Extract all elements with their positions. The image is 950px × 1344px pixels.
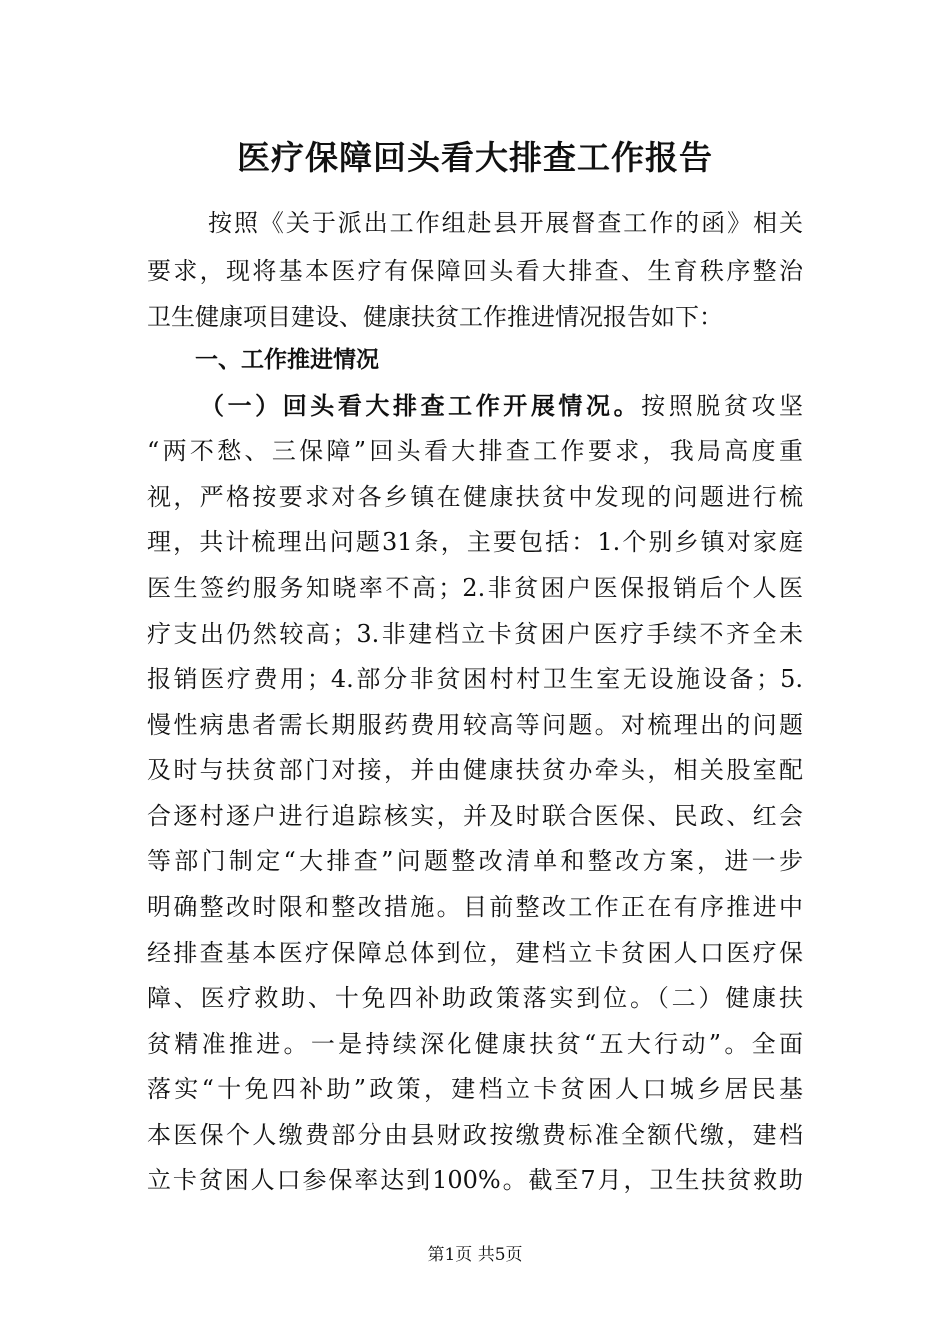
- paragraph-line: 要求，现将基本医疗有保障回头看大排查、生育秩序整治: [147, 257, 803, 285]
- paragraph-line: 卫生健康项目建设、健康扶贫工作推进情况报告如下：: [147, 303, 723, 331]
- paragraph-line: 及时与扶贫部门对接，并由健康扶贫办牵头，相关股室配: [147, 756, 803, 784]
- section-heading: 一、工作推进情况: [195, 347, 379, 373]
- document-title: 医疗保障回头看大排查工作报告: [237, 138, 713, 177]
- paragraph-line: 合逐村逐户进行追踪核实，并及时联合医保、民政、红会: [147, 802, 803, 830]
- paragraph-line: 报销医疗费用；4.部分非贫困村村卫生室无设施设备；5.: [147, 665, 803, 693]
- paragraph-line: 明确整改时限和整改措施。目前整改工作正在有序推进中: [147, 893, 803, 921]
- paragraph-line: 等部门制定“大排查”问题整改清单和整改方案，进一步: [147, 847, 803, 875]
- paragraph-line: 视，严格按要求对各乡镇在健康扶贫中发现的问题进行梳: [147, 483, 803, 511]
- paragraph-line: 慢性病患者需长期服药费用较高等问题。对梳理出的问题: [147, 711, 803, 739]
- page-number: 第1页 共5页: [427, 1245, 523, 1265]
- paragraph-line: 立卡贫困人口参保率达到100%。截至7月，卫生扶贫救助: [147, 1166, 803, 1194]
- paragraph-line: 理，共计梳理出问题31条，主要包括：1.个别乡镇对家庭: [147, 528, 803, 556]
- paragraph-line: 障、医疗救助、十免四补助政策落实到位。（二）健康扶: [147, 984, 803, 1012]
- paragraph-line: 经排查基本医疗保障总体到位，建档立卡贫困人口医疗保: [147, 939, 803, 967]
- paragraph-line: 落实“十免四补助”政策，建档立卡贫困人口城乡居民基: [147, 1075, 803, 1103]
- subsection-first-line: [200, 382, 803, 430]
- paragraph-line: 疗支出仍然较高；3.非建档立卡贫困户医疗手续不齐全未: [147, 620, 803, 648]
- subsection-heading: （一）回头看大排查工作开展情况。: [200, 392, 642, 420]
- paragraph-line-text: 按照脱贫攻坚: [641, 392, 804, 420]
- paragraph-line: 贫精准推进。一是持续深化健康扶贫“五大行动”。全面: [147, 1030, 803, 1058]
- paragraph-line: 本医保个人缴费部分由县财政按缴费标准全额代缴，建档: [147, 1121, 803, 1149]
- paragraph-line: “两不愁、三保障”回头看大排查工作要求，我局高度重: [147, 437, 803, 465]
- paragraph-line: 按照《关于派出工作组赴县开展督查工作的函》相关: [208, 209, 803, 237]
- paragraph-line: 医生签约服务知晓率不高；2.非贫困户医保报销后个人医: [147, 574, 803, 602]
